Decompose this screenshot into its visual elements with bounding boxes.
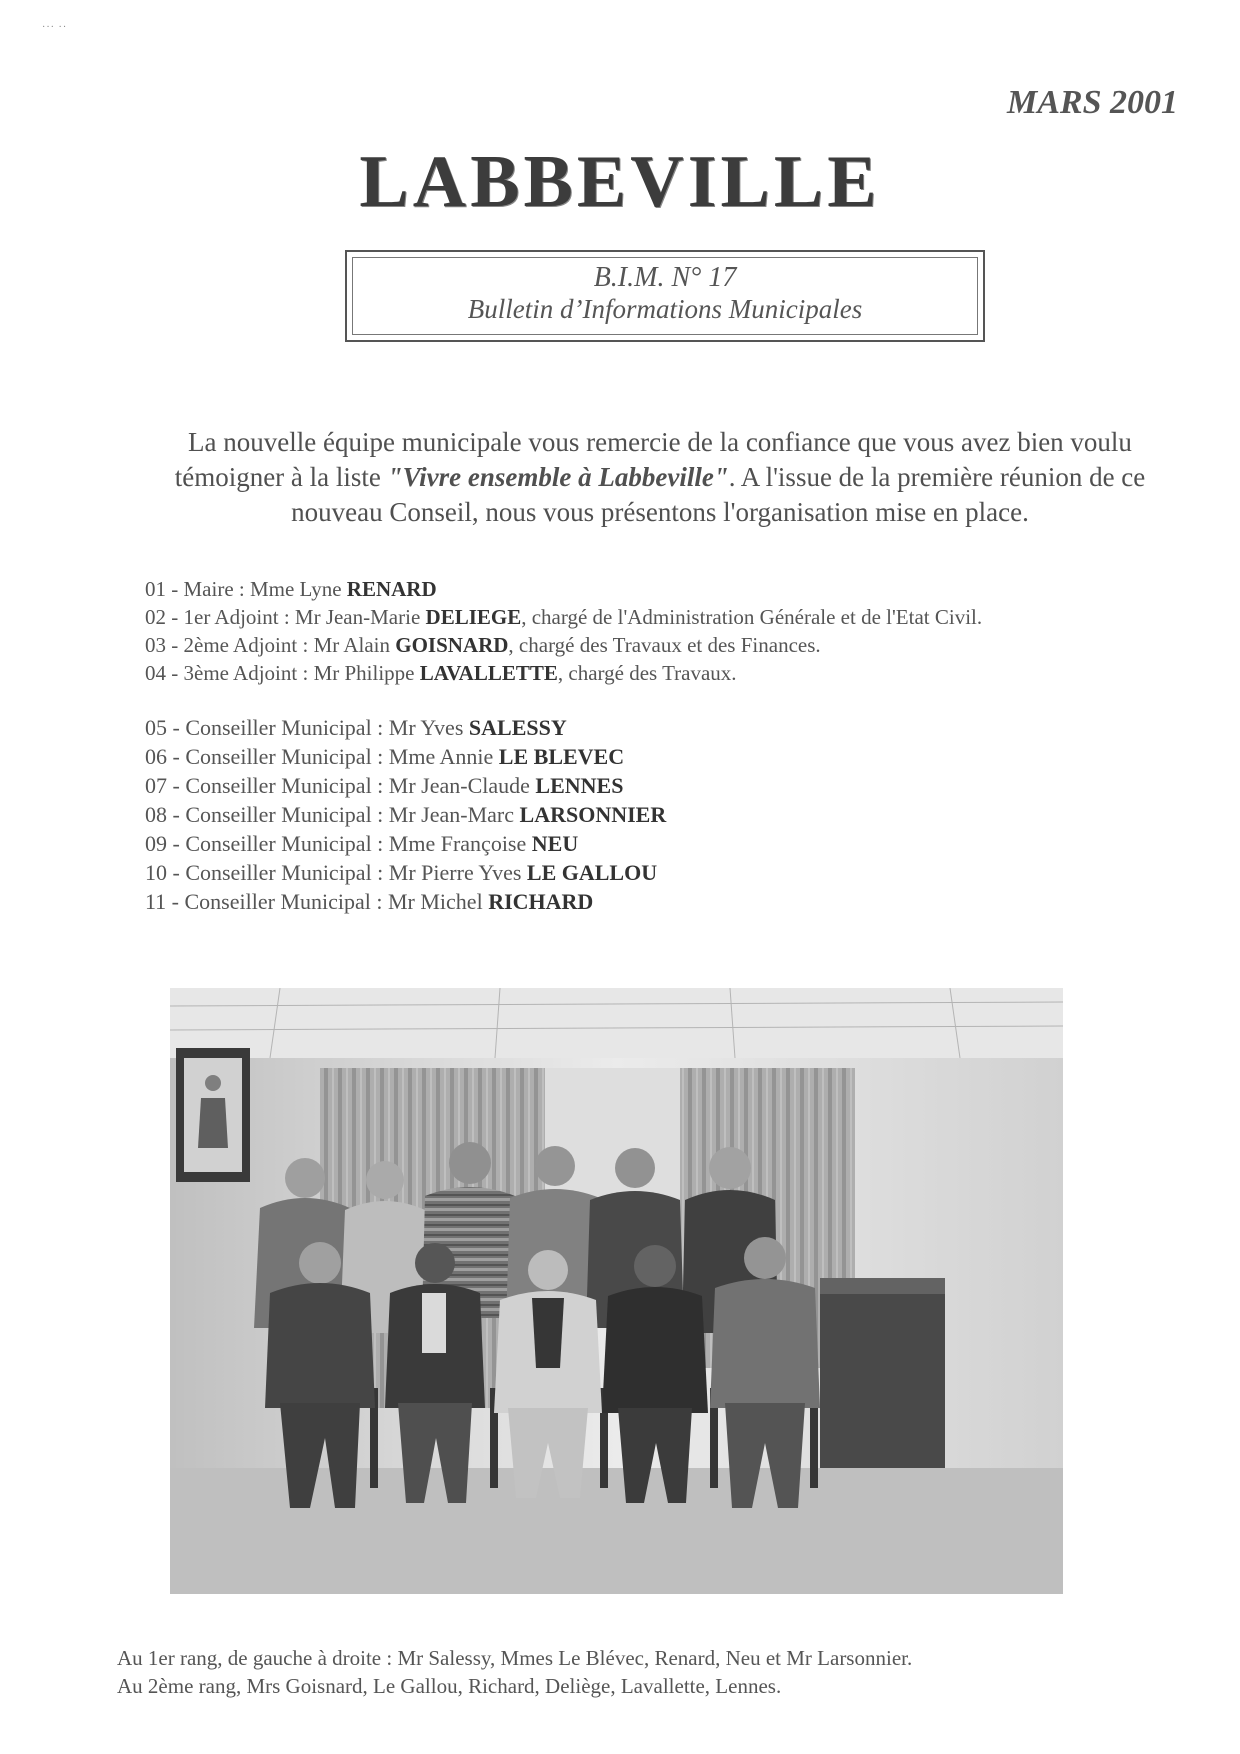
- list-item: [145, 713, 1165, 742]
- executive-list: [145, 575, 1165, 687]
- member-surname: LAVALLETTE: [419, 661, 558, 685]
- list-name-quote: "Vivre ensemble à Labbeville": [387, 462, 729, 492]
- bulletin-number: B.I.M. N° 17: [593, 262, 737, 293]
- role-suffix: , chargé des Travaux et des Finances.: [508, 633, 821, 657]
- role-prefix: 07 - Conseiller Municipal : Mr Jean-Claude: [145, 773, 536, 798]
- council-group-photo: [170, 988, 1063, 1594]
- caption-line: Au 2ème rang, Mrs Goisnard, Le Gallou, Richard, Deliège, Lavallette, Lennes.: [117, 1674, 782, 1698]
- member-surname: LENNES: [535, 773, 624, 798]
- role-prefix: 04 - 3ème Adjoint : Mr Philippe: [145, 661, 420, 685]
- list-item: [145, 631, 1165, 659]
- bulletin-box-inner: [352, 257, 978, 335]
- list-item: [145, 603, 1165, 631]
- role-suffix: , chargé des Travaux.: [557, 661, 737, 685]
- role-prefix: 05 - Conseiller Municipal : Mr Yves: [145, 715, 469, 740]
- member-surname: RENARD: [346, 577, 437, 601]
- list-item: [145, 858, 1165, 887]
- bulletin-box: [345, 250, 985, 342]
- list-item: [145, 742, 1165, 771]
- intro-text-after: . A l'issue de la première réunion de ce nouveau Conseil, nous vous présentons l'organisation mise en place.: [291, 462, 1146, 527]
- photo-caption: [117, 1644, 1157, 1700]
- role-prefix: 01 - Maire : Mme Lyne: [145, 577, 347, 601]
- group-photo-drawing: [170, 988, 1063, 1594]
- member-surname: DELIEGE: [425, 605, 522, 629]
- member-surname: RICHARD: [488, 889, 594, 914]
- list-item: [145, 887, 1165, 916]
- role-prefix: 08 - Conseiller Municipal : Mr Jean-Marc: [145, 802, 520, 827]
- councillor-list: [145, 713, 1165, 916]
- page-title: LABBEVILLE: [359, 141, 881, 223]
- role-prefix: 11 - Conseiller Municipal : Mr Michel: [145, 889, 489, 914]
- member-surname: SALESSY: [468, 715, 567, 740]
- list-item: [145, 829, 1165, 858]
- member-surname: LE BLEVEC: [498, 744, 625, 769]
- member-surname: LE GALLOU: [526, 860, 658, 885]
- role-prefix: 06 - Conseiller Municipal : Mme Annie: [145, 744, 499, 769]
- role-prefix: 09 - Conseiller Municipal : Mme Françoise: [145, 831, 532, 856]
- intro-paragraph: [150, 425, 1170, 530]
- scan-speck: ··· ··: [42, 22, 68, 33]
- intro-text-before: La nouvelle équipe municipale vous remercie de la confiance que vous avez bien voulu témoigner à la liste: [174, 427, 1132, 492]
- list-item: [145, 575, 1165, 603]
- list-item: [145, 771, 1165, 800]
- caption-line: Au 1er rang, de gauche à droite : Mr Salessy, Mmes Le Blévec, Renard, Neu et Mr Larsonnier.: [117, 1646, 913, 1670]
- bulletin-date: MARS 2001: [1007, 84, 1178, 121]
- role-suffix: , chargé de l'Administration Générale et de l'Etat Civil.: [521, 605, 983, 629]
- role-prefix: 02 - 1er Adjoint : Mr Jean-Marie: [145, 605, 426, 629]
- member-surname: NEU: [531, 831, 579, 856]
- bulletin-subtitle: Bulletin d’Informations Municipales: [467, 294, 863, 324]
- member-surname: LARSONNIER: [519, 802, 667, 827]
- list-item: [145, 659, 1165, 687]
- member-surname: GOISNARD: [395, 633, 509, 657]
- role-prefix: 10 - Conseiller Municipal : Mr Pierre Yves: [145, 860, 527, 885]
- role-prefix: 03 - 2ème Adjoint : Mr Alain: [145, 633, 396, 657]
- list-item: [145, 800, 1165, 829]
